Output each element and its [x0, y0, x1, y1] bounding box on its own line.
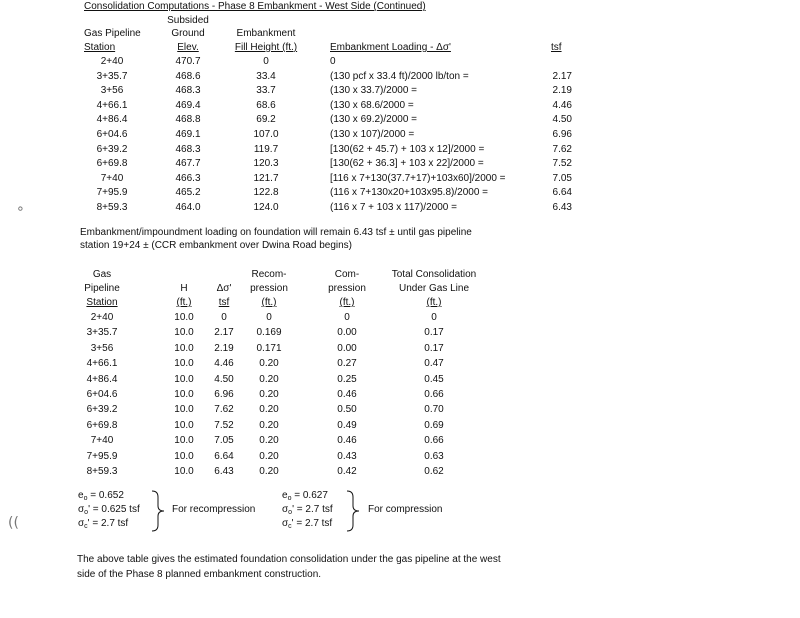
- t1-station-cell: 6+69.8: [96, 158, 128, 170]
- t2-comp-cell: 0.43: [337, 450, 357, 462]
- t1-loading-cell: [116 x 7+130(37.7+17)+103x60]/2000 =: [330, 172, 506, 184]
- t1-station-cell: 7+95.9: [96, 187, 128, 199]
- param-e0-recomp-value: = 0.652: [90, 490, 124, 501]
- t2-station-cell: 2+40: [90, 312, 114, 323]
- param-sigma0-recomp-value: = 0.625 tsf: [92, 504, 140, 515]
- param-sigmac-comp-value: = 2.7 tsf: [296, 518, 333, 529]
- t1-elev-cell: 468.8: [175, 114, 201, 126]
- t2-recomp-cell: 0.20: [259, 389, 279, 400]
- t2-station-cell: 7+95.9: [86, 450, 118, 462]
- t2-recomp-header-line3: (ft.): [261, 297, 277, 308]
- t2-ds-cell: 0: [221, 312, 227, 323]
- t2-h-cell: 10.0: [174, 327, 194, 339]
- t1-fill-cell: 69.2: [256, 114, 276, 126]
- t2-comp-cell: 0.25: [337, 373, 357, 385]
- t2-station-cell: 6+04.6: [86, 389, 118, 400]
- t2-h-header-line1: H: [180, 283, 188, 294]
- t2-total-cell: 0.62: [424, 466, 444, 477]
- t1-elev-cell: 466.3: [175, 172, 201, 184]
- t1-fill-cell: 33.7: [256, 85, 276, 97]
- t1-loading-cell: (116 x 7 + 103 x 117)/2000 =: [330, 202, 457, 213]
- t1-tsf-cell: 4.46: [552, 99, 572, 111]
- margin-scan-mark-1: ∘: [16, 201, 25, 217]
- t1-fill-cell: 121.7: [253, 172, 279, 184]
- t2-h-header-line2: (ft.): [176, 297, 192, 308]
- t1-station-cell: 6+39.2: [96, 143, 128, 155]
- t1-fill-cell: 122.8: [253, 187, 279, 199]
- t1-fill-cell: 119.7: [253, 143, 279, 155]
- t1-station-header-line2: Station: [84, 42, 116, 53]
- t2-comp-cell: 0.42: [337, 466, 357, 477]
- t2-comp-cell: 0.00: [337, 327, 357, 339]
- t1-loading-header: Embankment Loading - Δσ': [330, 42, 451, 53]
- t1-station-cell: 4+86.4: [96, 114, 128, 126]
- t1-loading-cell: (130 x 68.6/2000 =: [330, 99, 414, 111]
- t2-station-cell: 8+59.3: [86, 466, 118, 477]
- t1-station-cell: 4+66.1: [96, 99, 128, 111]
- t2-recomp-cell: 0.169: [256, 327, 282, 339]
- t2-station-cell: 3+56: [90, 342, 114, 354]
- t2-h-cell: 10.0: [174, 450, 194, 462]
- t1-tsf-cell: 2.19: [552, 85, 572, 97]
- t2-total-header-line3: (ft.): [426, 297, 442, 308]
- param-sigmac-comp: $\sigma_c' = 2.7$ tsf: [282, 518, 333, 530]
- t1-elev-cell: 467.7: [175, 158, 201, 170]
- t1-tsf-cell: 4.50: [552, 114, 572, 126]
- t2-total-cell: 0.66: [424, 389, 444, 400]
- t2-ds-cell: 2.17: [214, 327, 234, 339]
- param-sigmac-recomp-value: = 2.7 tsf: [92, 518, 129, 529]
- t2-recomp-header-line1: Recom-: [251, 269, 287, 280]
- param-e0-recomp: $e_o = 0.652$: [78, 490, 124, 502]
- t2-total-cell: 0.66: [424, 435, 444, 447]
- t1-tsf-header: tsf: [551, 42, 562, 53]
- param-e0-comp-value: = 0.627: [294, 490, 328, 501]
- t2-recomp-cell: 0.20: [259, 419, 279, 431]
- t2-comp-header-line3: (ft.): [339, 297, 355, 308]
- t2-ds-cell: 4.50: [214, 373, 234, 385]
- t2-h-cell: 10.0: [174, 373, 194, 385]
- paragraph-loading-line2: station 19+24 ± (CCR embankment over Dwina Road begins): [80, 240, 353, 251]
- t2-recomp-cell: 0.20: [259, 373, 279, 385]
- paragraph-loading-line1: Embankment/impoundment loading on foundation will remain 6.43 tsf ± until gas pipeline: [80, 227, 472, 238]
- t2-total-cell: 0: [431, 312, 437, 323]
- t2-ds-cell: 6.96: [214, 389, 234, 400]
- t2-recomp-cell: 0: [266, 312, 272, 323]
- t2-station-cell: 4+86.4: [86, 373, 118, 385]
- t1-tsf-cell: 2.17: [552, 70, 572, 82]
- t1-loading-cell: (116 x 7+130x20+103x95.8)/2000 =: [330, 187, 488, 199]
- param-sigma0-recomp: $\sigma_o' = 0.625$ tsf: [78, 504, 140, 516]
- t1-fill-cell: 120.3: [253, 158, 279, 170]
- t2-station-header-line2: Pipeline: [84, 283, 120, 294]
- t2-total-cell: 0.47: [424, 358, 444, 370]
- param-sigmac-recomp: $\sigma_c' = 2.7$ tsf: [78, 518, 129, 530]
- t1-fill-header-line2: Fill Height (ft.): [234, 42, 298, 53]
- t2-comp-cell: 0.27: [337, 358, 357, 370]
- t1-tsf-cell: 7.62: [552, 143, 572, 155]
- t1-fill-cell: 107.0: [253, 129, 279, 140]
- t1-elev-cell: 464.0: [175, 202, 201, 213]
- t2-h-cell: 10.0: [174, 466, 194, 477]
- t1-station-cell: 3+56: [100, 85, 124, 97]
- t2-recomp-cell: 0.20: [259, 358, 279, 370]
- t1-tsf-cell: 7.05: [552, 172, 572, 184]
- t1-loading-cell: 0: [330, 56, 336, 67]
- t2-comp-cell: 0.00: [337, 342, 357, 354]
- t1-elev-cell: 468.3: [175, 143, 201, 155]
- t2-total-cell: 0.45: [424, 373, 444, 385]
- t2-ds-cell: 7.52: [214, 419, 234, 431]
- t2-ds-header-line2: tsf: [218, 297, 230, 308]
- t1-elev-cell: 469.1: [175, 129, 201, 140]
- t2-ds-header-line1: Δσ': [216, 283, 232, 294]
- t1-elev-header-line2: Ground: [171, 28, 205, 39]
- t1-elev-cell: 465.2: [175, 187, 201, 199]
- t1-fill-cell: 33.4: [256, 70, 276, 82]
- recompression-label: For recompression: [172, 504, 256, 515]
- t1-station-cell: 7+40: [100, 172, 124, 184]
- param-e0-comp: $e_o = 0.627$: [282, 490, 328, 502]
- t2-ds-cell: 4.46: [214, 358, 234, 370]
- t2-comp-cell: 0.46: [337, 389, 357, 400]
- t2-h-cell: 10.0: [174, 342, 194, 354]
- t1-elev-cell: 470.7: [175, 56, 201, 67]
- t1-station-cell: 6+04.6: [96, 129, 128, 140]
- t2-recomp-cell: 0.20: [259, 466, 279, 477]
- t2-station-cell: 6+69.8: [86, 419, 118, 431]
- t2-total-header-line1: Total Consolidation: [391, 269, 477, 280]
- t2-comp-cell: 0.50: [337, 404, 357, 416]
- t1-fill-cell: 68.6: [256, 99, 276, 111]
- t1-station-cell: 3+35.7: [96, 70, 128, 82]
- t2-h-cell: 10.0: [174, 419, 194, 431]
- t1-elev-cell: 468.3: [175, 85, 201, 97]
- t2-station-header-line1: Gas: [92, 269, 112, 280]
- compression-brace: [343, 489, 363, 533]
- t1-elev-header-line1: Subsided: [167, 15, 209, 26]
- t2-h-cell: 10.0: [174, 435, 194, 447]
- t2-h-cell: 10.0: [174, 312, 194, 323]
- t1-fill-cell: 124.0: [253, 202, 279, 213]
- t1-station-header-line1: Gas Pipeline: [84, 28, 141, 39]
- t1-loading-cell: [130(62 + 45.7) + 103 x 12]/2000 =: [330, 143, 485, 155]
- t1-loading-cell: (130 x 107)/2000 =: [330, 129, 415, 140]
- recompression-brace: [148, 489, 168, 533]
- t2-ds-cell: 6.64: [214, 450, 234, 462]
- t2-recomp-header-line2: pression: [250, 283, 288, 294]
- t2-recomp-cell: 0.20: [259, 450, 279, 462]
- t1-tsf-cell: 7.52: [552, 158, 572, 170]
- t2-total-cell: 0.17: [424, 327, 444, 339]
- t1-tsf-cell: 6.43: [552, 202, 572, 213]
- t2-total-cell: 0.70: [424, 404, 444, 416]
- t2-h-cell: 10.0: [174, 358, 194, 370]
- t2-total-cell: 0.63: [424, 450, 444, 462]
- t1-elev-header-line3: Elev.: [177, 42, 199, 53]
- t2-station-cell: 3+35.7: [86, 327, 118, 339]
- t1-fill-cell: 0: [263, 56, 269, 67]
- compression-label: For compression: [368, 504, 443, 515]
- param-sigma0-comp-value: = 2.7 tsf: [296, 504, 333, 515]
- paragraph-summary-line1: The above table gives the estimated foundation consolidation under the gas pipeline at the west: [77, 554, 501, 565]
- t2-comp-header-line2: pression: [328, 283, 366, 294]
- t2-ds-cell: 2.19: [214, 342, 234, 354]
- t1-station-cell: 8+59.3: [96, 202, 128, 213]
- t1-tsf-cell: 6.64: [552, 187, 572, 199]
- t2-recomp-cell: 0.20: [259, 404, 279, 416]
- t2-ds-cell: 7.05: [214, 435, 234, 447]
- t1-loading-cell: (130 x 33.7)/2000 =: [330, 85, 418, 97]
- margin-scan-mark-2: ((: [8, 515, 19, 531]
- t2-h-cell: 10.0: [174, 404, 194, 416]
- t1-loading-cell: (130 pcf x 33.4 ft)/2000 lb/ton =: [330, 70, 469, 82]
- t1-elev-cell: 469.4: [175, 99, 201, 111]
- paragraph-summary-line2: side of the Phase 8 planned embankment construction.: [77, 569, 322, 580]
- t2-station-cell: 7+40: [90, 435, 114, 447]
- t2-total-header-line2: Under Gas Line: [398, 283, 470, 294]
- t2-h-cell: 10.0: [174, 389, 194, 400]
- t2-ds-cell: 6.43: [214, 466, 234, 477]
- t2-comp-cell: 0.46: [337, 435, 357, 447]
- t1-fill-header-line1: Embankment: [236, 28, 296, 39]
- t2-station-header-line3: Station: [86, 297, 118, 308]
- t1-tsf-cell: 6.96: [552, 129, 572, 140]
- t2-ds-cell: 7.62: [214, 404, 234, 416]
- t2-recomp-cell: 0.20: [259, 435, 279, 447]
- t2-station-cell: 6+39.2: [86, 404, 118, 416]
- t2-total-cell: 0.17: [424, 342, 444, 354]
- t2-comp-header-line1: Com-: [334, 269, 360, 280]
- t1-loading-cell: (130 x 69.2)/2000 =: [330, 114, 418, 126]
- t2-recomp-cell: 0.171: [256, 342, 282, 354]
- t1-station-cell: 2+40: [100, 56, 124, 67]
- page-title: Consolidation Computations - Phase 8 Embankment - West Side (Continued): [84, 1, 426, 12]
- t1-elev-cell: 468.6: [175, 70, 201, 82]
- t2-comp-cell: 0.49: [337, 419, 357, 431]
- t2-comp-cell: 0: [344, 312, 350, 323]
- t2-total-cell: 0.69: [424, 419, 444, 431]
- t2-station-cell: 4+66.1: [86, 358, 118, 370]
- param-sigma0-comp: $\sigma_o' = 2.7$ tsf: [282, 504, 333, 516]
- t1-loading-cell: [130(62 + 36.3] + 103 x 22]/2000 =: [330, 158, 484, 170]
